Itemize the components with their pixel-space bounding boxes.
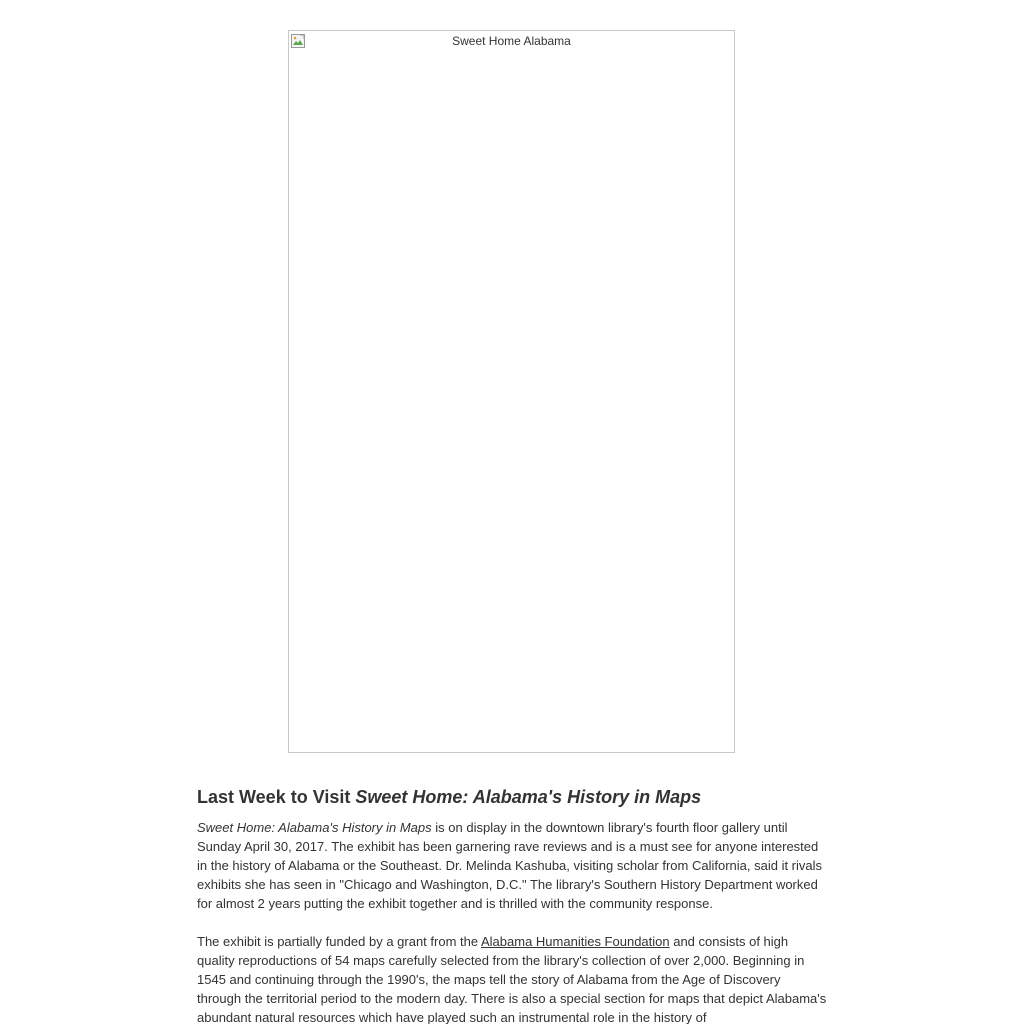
paragraph-funding-after: and consists of high quality reproductions of 54 maps carefully selected from the library's collection of over 2,000. Beginning in 1545 and continuing through the 1990's, the maps tell the story of Alabama from the Age of Discovery through the territorial period to the modern day. There is also a special section for maps that depict Alabama's abundant natural resources which have played such an instrumental role in the history of [197,934,827,1024]
heading-exhibit-title: Sweet Home: Alabama's History in Maps [355,787,702,807]
article-heading [197,784,827,810]
paragraph-exhibit-info [197,818,827,913]
heading-prefix: Last Week to Visit [197,787,356,807]
paragraph-funding [197,932,827,1024]
paragraph-exhibit-title: Sweet Home: Alabama's History in Maps [197,820,432,835]
paragraph-funding-before: The exhibit is partially funded by a grant from the [197,934,481,949]
article [197,784,827,1024]
hero-image[interactable] [288,30,735,753]
paragraph-exhibit-text: is on display in the downtown library's fourth floor gallery until Sunday April 30, 2017. The exhibit has been garnering rave reviews and is a must see for anyone interested in the history of Alabama or the Southeast. Dr. Melinda Kashuba, visiting scholar from California, said it rivals exhibits she has seen in "Chicago and Washington, D.C." The library's Southern History Department worked for almost 2 years putting the exhibit together and is thrilled with the community response. [197,820,823,911]
hero-image-alt-text: Sweet Home Alabama [452,34,571,48]
alabama-humanities-foundation-link[interactable]: Alabama Humanities Foundation [481,934,670,949]
